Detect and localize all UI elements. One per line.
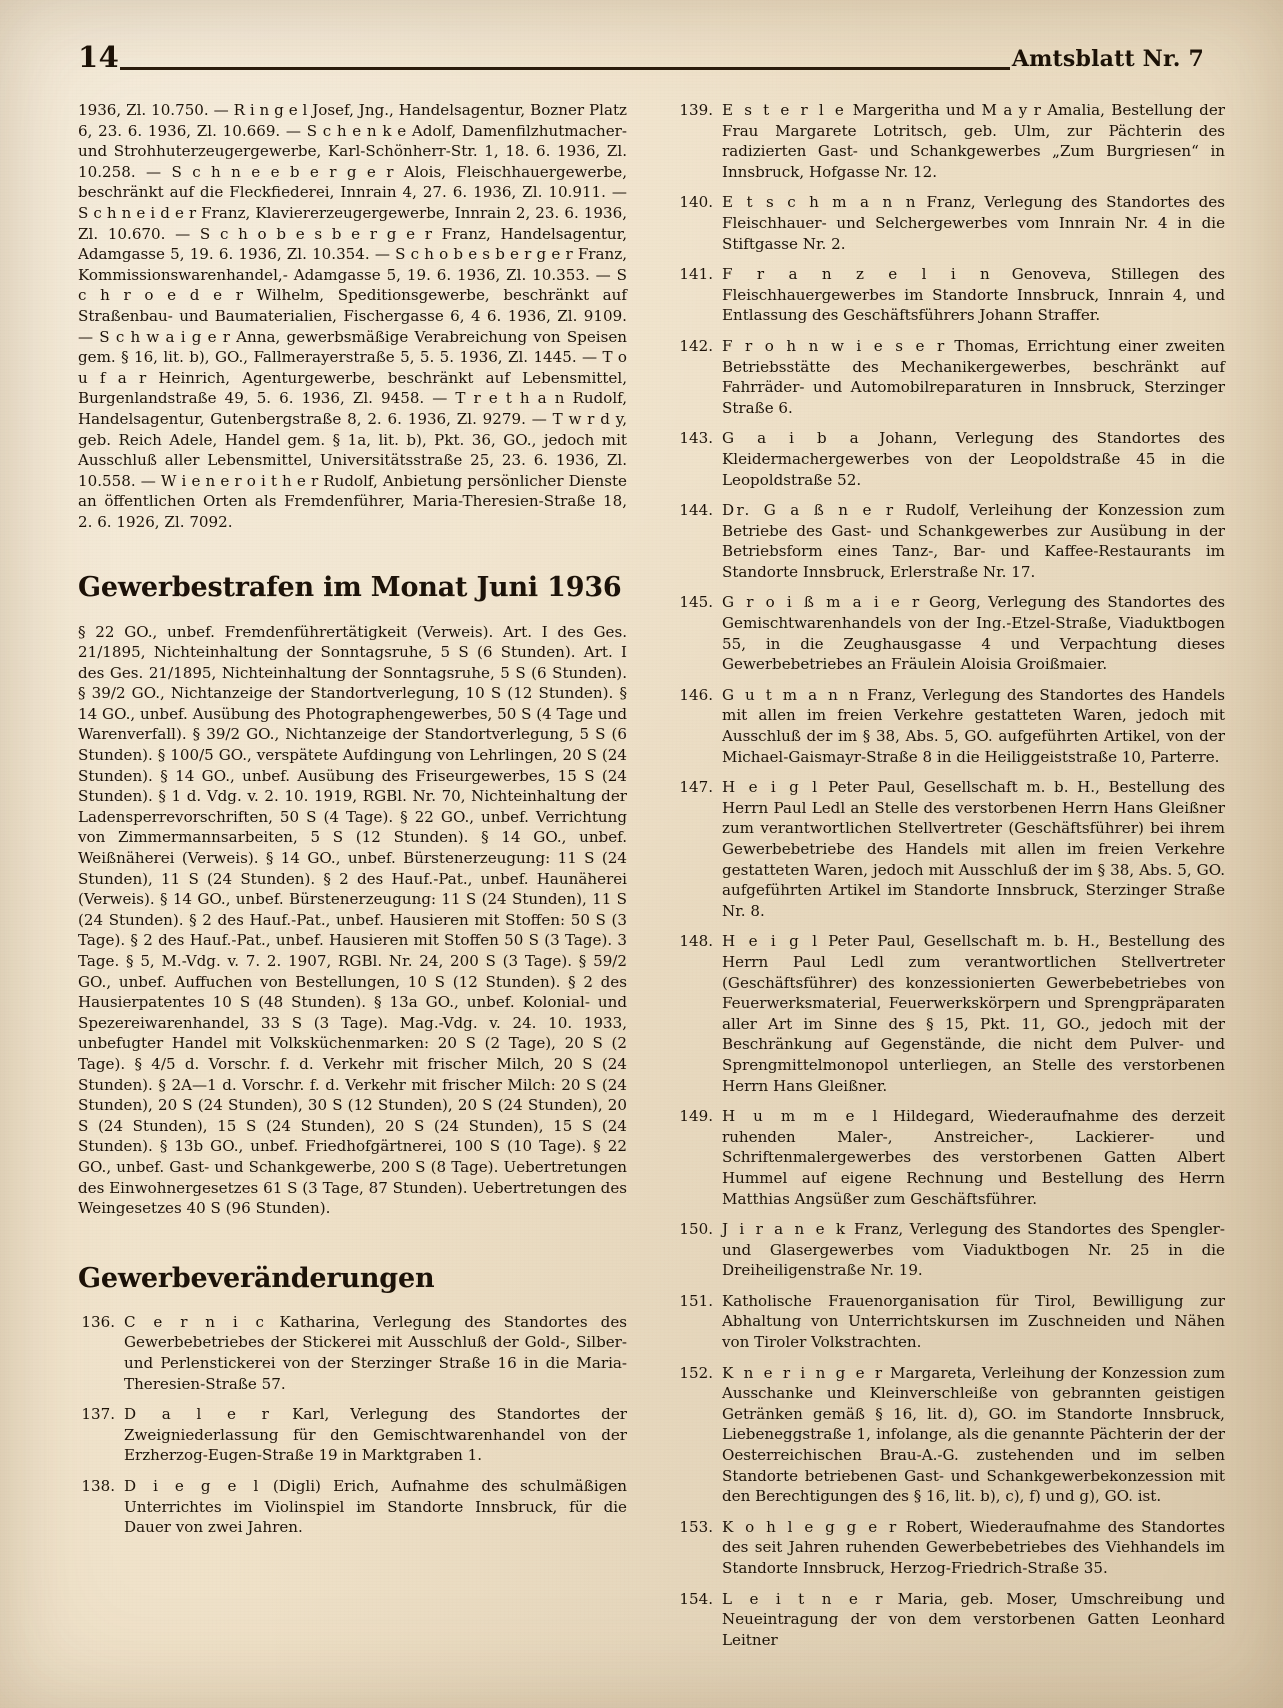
entry-text <box>722 1106 1225 1209</box>
entry-body: Hildegard, Wiederaufnahme des derzeit ruhenden Maler-, Anstreicher-, Lackierer- und Schriftenmalergewerbes des verstorbenen Gatten Albert Hummel auf eigene Rechnung und Bestellung des Herrn Matthias Angsüßer zum Geschäftsführer. <box>722 1107 1225 1208</box>
entry-body: (Digli) Erich, Aufnahme des schulmäßigen Unterrichtes im Violinspiel im Standorte Innsbruck, für die Dauer von zwei Jahren. <box>124 1476 627 1537</box>
list-item <box>676 264 1225 326</box>
entry-text <box>722 931 1225 1096</box>
entry-lead-name: D i e g e l <box>124 1476 261 1495</box>
entry-body: Georg, Verlegung des Standortes des Gemischtwarenhandels von der Ing.-Etzel-Straße, Viaduktbogen 55, in die Zeughausgasse 4 und Verpachtung dieses Gewerbebetriebes an Fräulein Aloisia Groißmaier. <box>722 593 1225 674</box>
list-item <box>676 777 1225 921</box>
list-item <box>78 1312 627 1394</box>
entry-lead-name: E t s c h m a n n <box>722 193 918 212</box>
entry-body: Thomas, Errichtung einer zweiten Betriebsstätte des Mechanikergewerbes, beschränkt auf Fahrräder- und Automobilreparaturen in Innsbruck, Sterzinger Straße 6. <box>722 336 1225 417</box>
gewerbestrafen-paragraph: § 22 GO., unbef. Fremdenführertätigkeit (Verweis). Art. I des Ges. 21/1895, Nichteinhaltung der Sonntagsruhe, 5 S (6 Stunden). Art. I des Ges. 21/1895, Nichteinhaltung der Sonntagsruhe, 5 S (6 Stunden). § 39/2 GO., Nichtanzeige der Standortverlegung, 10 S (12 Stunden). § 14 GO., unbef. Ausübung des Photographengewerbes, 50 S (4 Tage und Warenverfall). § 39/2 GO., Nichtanzeige der Standortverlegung, 5 S (6 Stunden). § 100/5 GO., verspätete Aufdingung von Lehrlingen, 20 S (24 Stunden). § 14 GO., unbef. Ausübung des Friseurgewerbes, 15 S (24 Stunden). § 1 d. Vdg. v. 2. 10. 1919, RGBl. Nr. 70, Nichteinhaltung der Ladensperrevorschriften, 50 S (4 Tage). § 22 GO., unbef. Verrichtung von Zimmermannsarbeiten, 5 S (12 Stunden). § 14 GO., unbef. Weißnäherei (Verweis). § 14 GO., unbef. Bürstenerzeugung: 11 S (24 Stunden), 11 S (24 Stunden). § 2 des Hauf.-Pat., unbef. Haunäherei (Verweis). § 14 GO., unbef. Bürstenerzeugung: 11 S (24 Stunden), 11 S (24 Stunden). § 2 des Hauf.-Pat., unbef. Hausieren mit Stoffen: 50 S (3 Tage). § 2 des Hauf.-Pat., unbef. Hausieren mit Stoffen 50 S (3 Tage). 3 Tage. § 5, M.-Vdg. v. 7. 2. 1907, RGBl. Nr. 24, 200 S (3 Tage). § 59/2 GO., unbef. Auffuchen von Bestellungen, 10 S (12 Stunden). § 2 des Hausierpatentes 10 S (48 Stunden). § 13a GO., unbef. Kolonial- und Spezereiwarenhandel, 33 S (3 Tage). Mag.-Vdg. v. 24. 10. 1933, unbefugter Handel mit Volksküchenmarken: 20 S (2 Tage), 20 S (2 Tage). § 4/5 d. Vorschr. f. d. Verkehr mit frischer Milch, 20 S (24 Stunden). § 2A—1 d. Vorschr. f. d. Verkehr mit frischer Milch: 20 S (24 Stunden), 20 S (24 Stunden), 30 S (12 Stunden), 20 S (24 Stunden), 20 S (24 Stunden), 15 S (24 Stunden), 20 S (24 Stunden), 15 S (24 Stunden). § 13b GO., unbef. Friedhofgärtnerei, 100 S (10 Tage). § 22 GO., unbef. Gast- und Schankgewerbe, 200 S (8 Tage). Uebertretungen des Einwohnergesetzes 61 S (3 Tage, 87 Stunden). Uebertretungen des Weingesetzes 40 S (96 Stunden). <box>78 622 627 1218</box>
entry-text <box>722 1291 1225 1353</box>
entry-text <box>722 1219 1225 1281</box>
entry-text <box>722 500 1225 582</box>
entry-lead-name: D a l e r <box>124 1405 272 1424</box>
list-item <box>676 1589 1225 1651</box>
entry-text <box>722 777 1225 921</box>
entry-body: Margeritha und M a y r Amalia, Bestellung der Frau Margarete Lotritsch, geb. Ulm, zur Pächterin des radizierten Gast- und Schankgewerbes „Zum Burgriesen“ in Innsbruck, Hofgasse Nr. 12. <box>722 101 1225 181</box>
entry-lead-name: G u t m a n n <box>722 685 861 704</box>
page-header <box>78 40 1204 80</box>
entry-lead-name: F r o h n w i e s e r <box>722 336 947 355</box>
entry-lead-name: J i r a n e k <box>722 1220 848 1239</box>
entry-body: Karl, Verlegung des Standortes der Zweigniederlassung für den Gemischtwarenhandel von der Erzherzog-Eugen-Straße 19 in Marktgraben 1. <box>124 1405 627 1465</box>
entry-lead-name: H e i g l <box>722 778 820 797</box>
list-item <box>676 1106 1225 1209</box>
entry-body: Peter Paul, Gesellschaft m. b. H., Bestellung des Herrn Paul Ledl an Stelle des verstorbenen Herrn Hans Gleißner zum verantwortlichen Stellvertreter (Geschäftsführer) bei ihrem Gewerbebetriebe des Handels mit allen im freien Verkehre gestatteten Waren, jedoch mit Ausschluß der im § 38, Abs. 5, GO. aufgeführten Artikel im Standorte Innsbruck, Sterzinger Straße Nr. 8. <box>722 778 1225 920</box>
entry-text <box>722 100 1225 182</box>
entry-number: 152. <box>679 1363 713 1382</box>
entry-body: Peter Paul, Gesellschaft m. b. H., Bestellung des Herrn Paul Ledl zum verantwortlichen Stellvertreter (Geschäftsführer) des konzessionierten Gewerbebetriebes von Feuerwerksmaterial, Feuerwerkskörpern und Sprengpräparaten aller Art im Sinne des § 15, Pkt. 11, GO., jedoch mit der Beschränkung auf Gegenstände, die nicht dem Pulver- und Sprengmittelmonopol unterliegen, an Stelle des verstorbenen Herrn Hans Gleißner. <box>722 932 1225 1095</box>
entry-lead-name: F r a n z e l i n <box>722 265 993 284</box>
list-item <box>676 1291 1225 1353</box>
entry-text <box>124 1404 627 1466</box>
section-heading-gewerbestrafen: Gewerbestrafen im Monat Juni 1936 <box>78 572 622 604</box>
list-item <box>676 428 1225 490</box>
entry-lead-name: H e i g l <box>722 932 820 951</box>
entry-lead-name: K o h l e g g e r <box>722 1517 899 1536</box>
entry-number: 144. <box>679 501 713 520</box>
entry-number: 150. <box>679 1220 713 1239</box>
entry-lead-name: C e r n i c <box>124 1312 267 1331</box>
entry-body: Franz, Verlegung des Standortes des Spengler- und Glasergewerbes vom Viaduktbogen Nr. 25 in die Dreiheiligenstraße Nr. 19. <box>722 1220 1225 1280</box>
entry-body: Robert, Wiederaufnahme des Standortes des seit Jahren ruhenden Gewerbebetriebes des Viehhandels im Standorte Innsbruck, Herzog-Friedrich-Straße 35. <box>722 1517 1225 1577</box>
entry-text <box>722 685 1225 767</box>
entry-text <box>722 336 1225 418</box>
entry-body: Genoveva, Stillegen des Fleischhauergewerbes im Standorte Innsbruck, Innrain 4, und Entlassung des Geschäftsführers Johann Straffer. <box>722 265 1225 325</box>
entry-number: 149. <box>679 1107 713 1126</box>
header-rule <box>120 67 1010 70</box>
list-item <box>676 100 1225 182</box>
entry-text <box>124 1312 627 1394</box>
list-item <box>676 592 1225 674</box>
entry-text <box>722 1363 1225 1507</box>
entry-lead-name: K n e r i n g e r <box>722 1363 885 1382</box>
entry-body: Margareta, Verleihung der Konzession zum Ausschanke und Kleinverschleiße von gebrannten geistigen Getränken gemäß § 16, lit. d), GO. im Standorte Innsbruck, Liebeneggstraße 1, infolange, als die genannte Pächterin der der Oesterreichischen Brau-A.-G. zustehenden und im selben Standorte betriebenen Gast- und Schankgewerbekonzession mit den Berechtigungen des § 16, lit. b), c), f) und g), GO. ist. <box>722 1363 1226 1506</box>
entry-text <box>722 264 1225 326</box>
entry-lead-name: L e i t n e r <box>722 1589 885 1608</box>
entry-number: 145. <box>679 593 713 612</box>
list-item <box>676 1517 1225 1579</box>
entry-body: Franz, Verlegung des Standortes des Fleischhauer- und Selchergewerbes vom Innrain Nr. 4 in die Stiftgasse Nr. 2. <box>722 193 1225 253</box>
entry-number: 151. <box>679 1291 713 1310</box>
entry-body: Rudolf, Verleihung der Konzession zum Betriebe des Gast- und Schankgewerbes zur Ausübung in der Betriebsform eines Tanz-, Bar- und Kaffee-Restaurants im Standorte Innsbruck, Erlerstraße Nr. 17. <box>722 501 1225 581</box>
right-column <box>676 100 1225 1660</box>
entry-lead-name: G a i b a <box>722 429 862 448</box>
entry-body: Katholische Frauenorganisation für Tirol, Bewilligung zur Abhaltung von Unterrichtskursen im Zuschneiden und Nähen von Tiroler Volkstrachten. <box>722 1291 1225 1352</box>
entry-text <box>722 192 1225 254</box>
list-item <box>676 500 1225 582</box>
entry-number: 143. <box>679 429 713 448</box>
list-item <box>78 1476 627 1538</box>
entry-number: 148. <box>679 932 713 951</box>
entry-text <box>722 1589 1225 1651</box>
entry-body: Franz, Verlegung des Standortes des Handels mit allen im freien Verkehre gestatteten Waren, jedoch mit Ausschluß der im § 38, Abs. 5, GO. aufgeführten Artikel, von der Michael-Gaismayr-Straße 8 in die Heiliggeiststraße 10, Parterre. <box>722 685 1225 766</box>
entry-body: Johann, Verlegung des Standortes des Kleidermachergewerbes von der Leopoldstraße 45 in die Leopoldstraße 52. <box>722 429 1225 489</box>
page-number: 14 <box>78 40 120 74</box>
entry-number: 136. <box>81 1312 115 1331</box>
left-column <box>78 100 627 1548</box>
entry-lead-name: E s t e r l e <box>722 101 847 119</box>
masthead-title: Amtsblatt Nr. 7 <box>1011 46 1204 72</box>
entry-number: 142. <box>679 336 713 355</box>
section-heading-gewerbeveraenderungen: Gewerbeveränderungen <box>78 1262 435 1294</box>
entry-number: 139. <box>679 101 713 119</box>
list-item <box>676 192 1225 254</box>
entry-number: 146. <box>679 685 713 704</box>
entry-body: Maria, geb. Moser, Umschreibung und Neueintragung der von dem verstorbenen Gatten Leonhard Leitner <box>722 1589 1225 1649</box>
entry-lead-name: H u m m e l <box>722 1107 880 1126</box>
entry-text <box>722 1517 1225 1579</box>
entry-number: 137. <box>81 1405 115 1424</box>
list-item <box>676 336 1225 418</box>
entry-body: Katharina, Verlegung des Standortes des Gewerbebetriebes der Stickerei mit Ausschluß der Gold-, Silber- und Perlenstickerei von der Sterzinger Straße 16 in die Maria-Theresien-Straße 57. <box>124 1312 627 1393</box>
entry-number: 147. <box>679 778 713 797</box>
entry-lead-name: G r o i ß m a i e r <box>722 593 922 612</box>
list-item <box>78 1404 627 1466</box>
entry-text <box>722 428 1225 490</box>
entry-number: 138. <box>81 1476 115 1495</box>
entry-text <box>124 1476 627 1538</box>
entry-text <box>722 592 1225 674</box>
entry-lead-name: Dr. G a ß n e r <box>722 501 896 520</box>
entry-number: 153. <box>679 1517 713 1536</box>
entry-number: 154. <box>679 1589 713 1608</box>
list-item <box>676 931 1225 1096</box>
list-item <box>676 685 1225 767</box>
continued-paragraph: 1936, Zl. 10.750. — R i n g e l Josef, Jng., Handelsagentur, Bozner Platz 6, 23. 6. 1936, Zl. 10.669. — S c h e n k e Adolf, Damenfilzhutmacher- und Strohhuterzeugergewerbe, Karl-Schönherr-Str. 1, 18. 6. 1936, Zl. 10.258. — S c h n e e b e r g e r Alois, Fleischhauergewerbe, beschränkt auf die Fleckfiederei, Innrain 4, 27. 6. 1936, Zl. 10.911. — S c h n e i d e r Franz, Klaviererzeugergewerbe, Innrain 2, 23. 6. 1936, Zl. 10.670. — S c h o b e s b e r g e r Franz, Handelsagentur, Adamgasse 5, 19. 6. 1936, Zl. 10.354. — S c h o b e s b e r g e r Franz, Kommissionswarenhandel,- Adamgasse 5, 19. 6. 1936, Zl. 10.353. — S c h r o e d e r Wilhelm, Speditionsgewerbe, beschränkt auf Straßenbau- und Baumaterialien, Fischergasse 6, 4 6. 1936, Zl. 9109. — S c h w a i g e r Anna, gewerbsmäßige Verabreichung von Speisen gem. § 16, lit. b), GO., Fallmerayerstraße 5, 5. 5. 1936, Zl. 1445. — T o u f a r Heinrich, Agenturgewerbe, beschränkt auf Lebensmittel, Burgenlandstraße 49, 5. 6. 1936, Zl. 9458. — T r e t h a n Rudolf, Handelsagentur, Gutenbergstraße 8, 2. 6. 1936, Zl. 9279. — T w r d y, geb. Reich Adele, Handel gem. § 1a, lit. b), Pkt. 36, GO., jedoch mit Ausschluß aller Lebensmittel, Universitätsstraße 25, 23. 6. 1936, Zl. 10.558. — W i e n e r o i t h e r Rudolf, Anbietung persönlicher Dienste an öffentlichen Orten als Fremdenführer, Maria-Theresien-Straße 18, 2. 6. 1926, Zl. 7092. <box>78 101 627 531</box>
entry-number: 141. <box>679 265 713 284</box>
list-item <box>676 1363 1225 1507</box>
list-item <box>676 1219 1225 1281</box>
entry-number: 140. <box>679 193 713 212</box>
